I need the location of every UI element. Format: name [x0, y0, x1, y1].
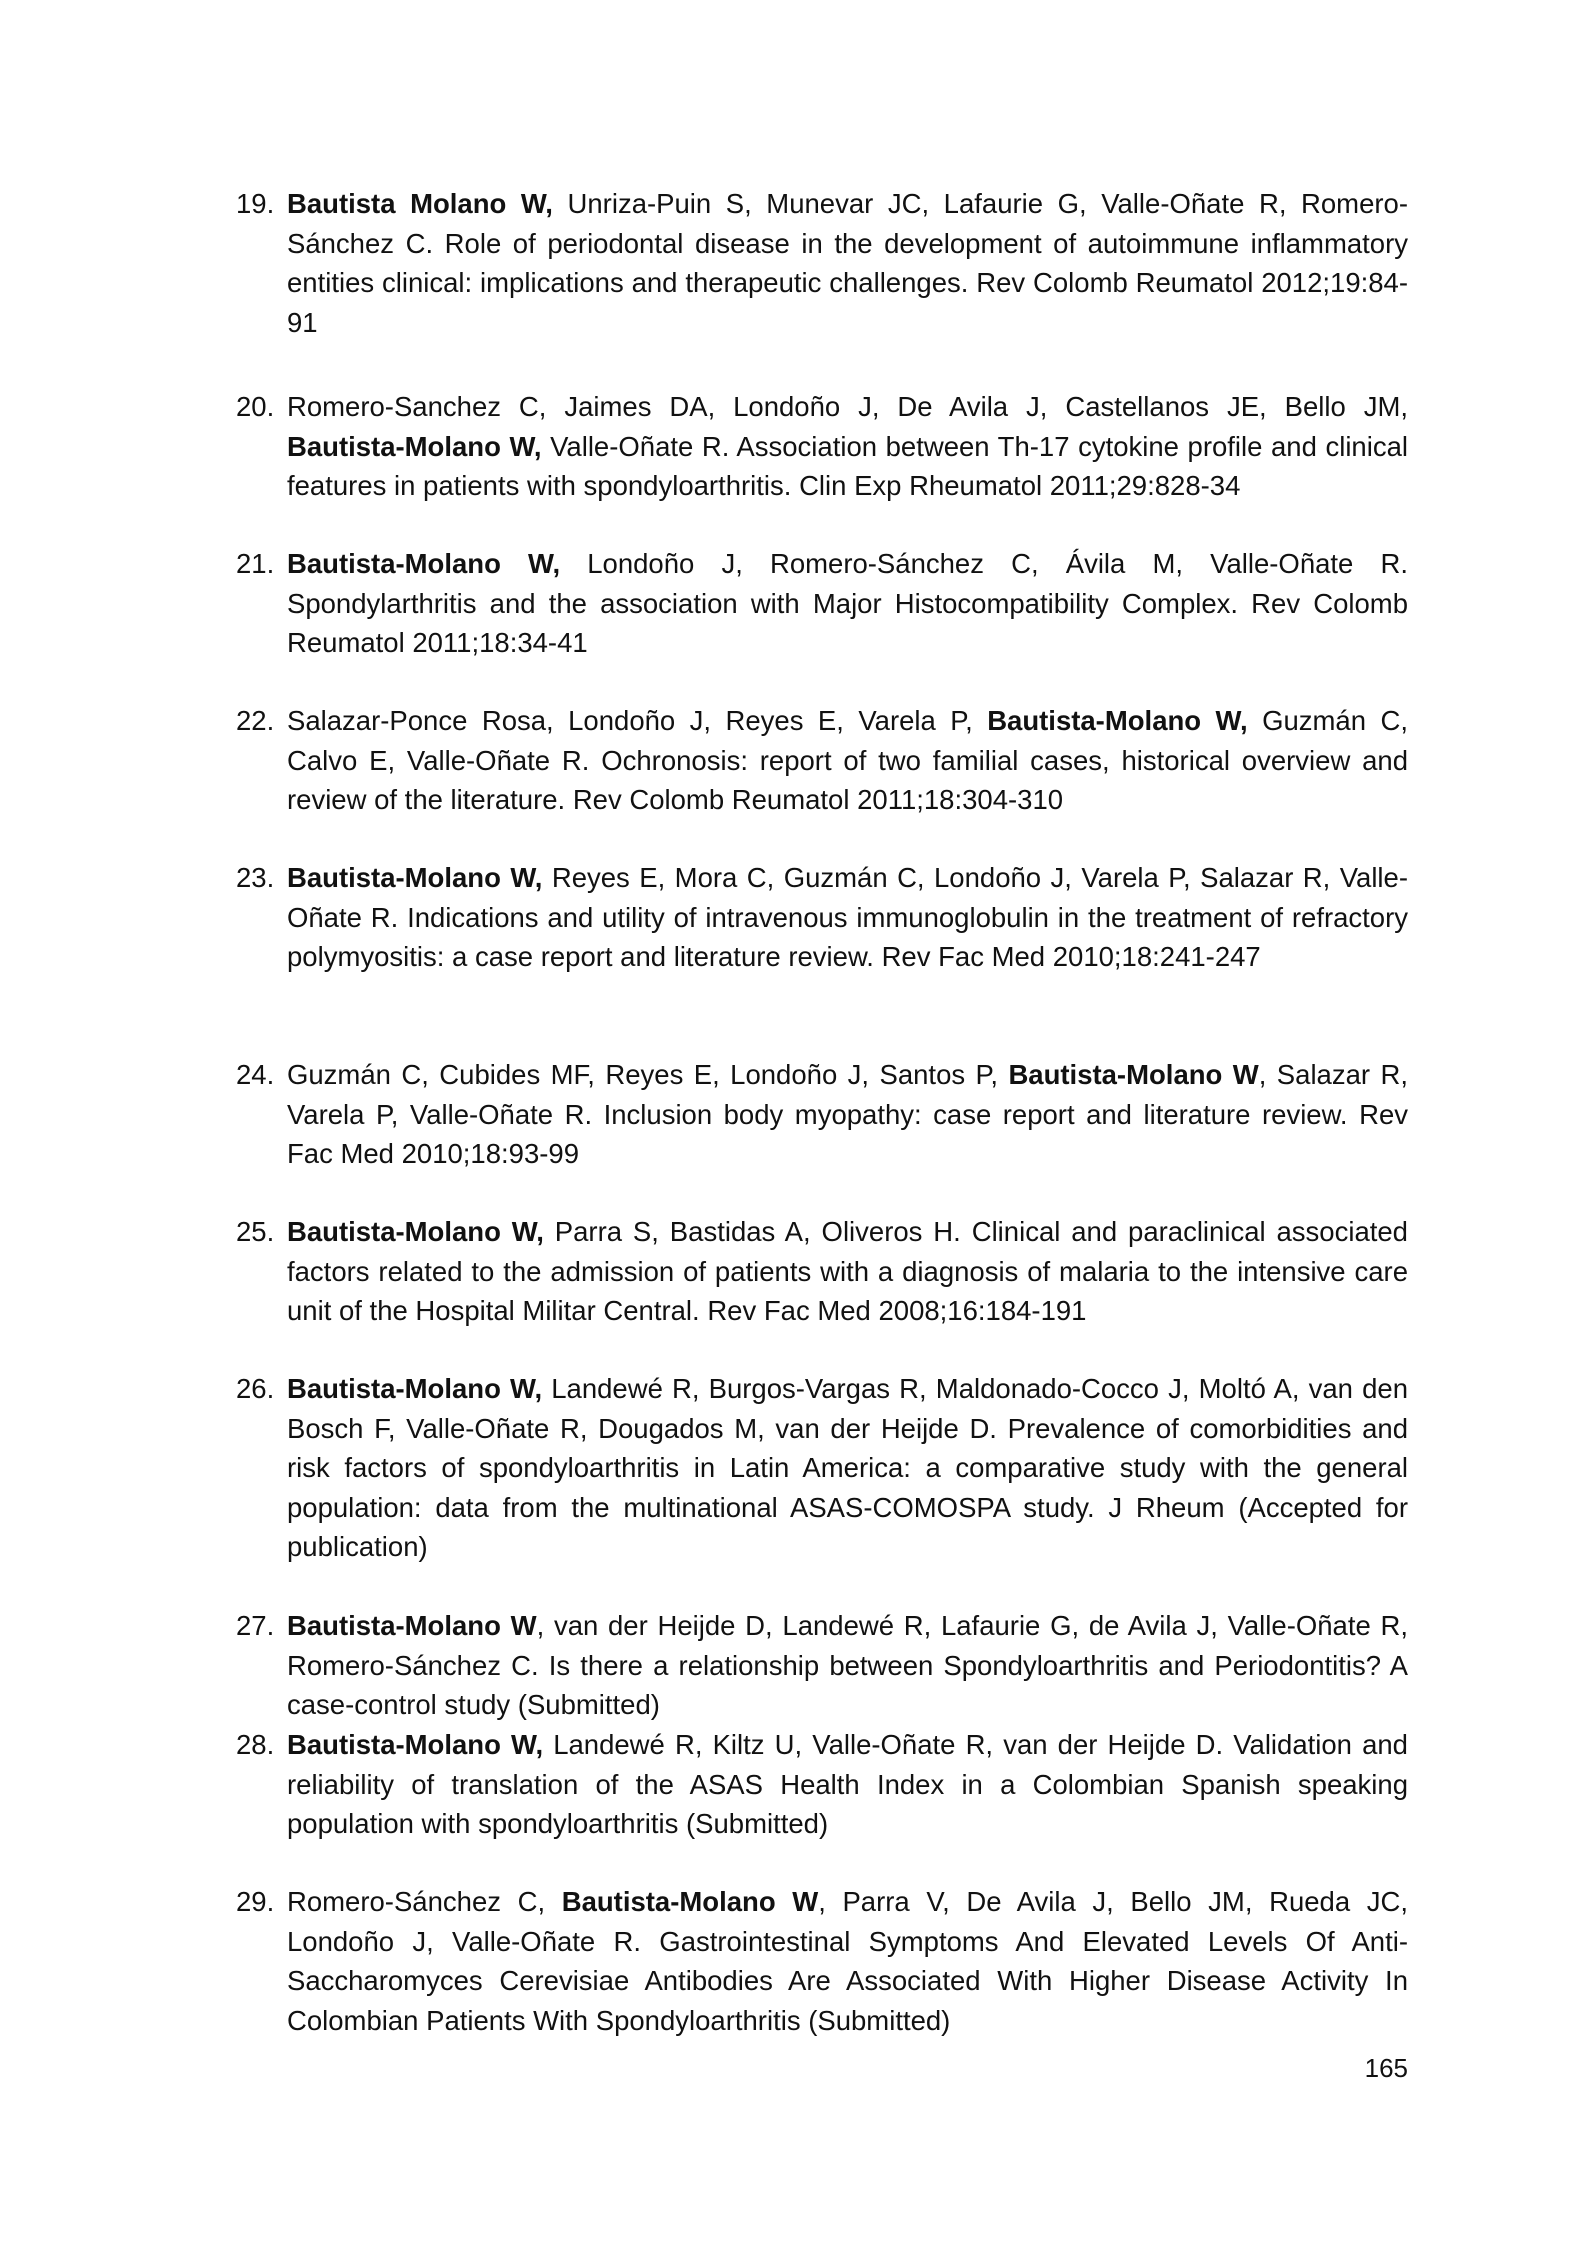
reference-part: Bautista-Molano W, — [287, 1729, 544, 1760]
page-number: 165 — [1364, 2053, 1408, 2083]
reference-part: Bautista-Molano W — [287, 1610, 537, 1641]
reference-part: Bautista Molano W, — [287, 188, 553, 219]
reference-part: Bautista-Molano W — [1008, 1059, 1259, 1090]
reference-item — [236, 544, 1408, 663]
reference-number: 28. — [236, 1729, 275, 1760]
reference-part: Landewé R, Burgos-Vargas R, Maldonado-Cocco J, Moltó A, van den Bosch F, Valle-Oñate R, Dougados M, van der Heijde D. Prevalence of comorbidities and risk factors of spondyloarthritis in Latin America: a comparative study with the general population: data from the multinational ASAS-COMOSPA study. J Rheum (Accepted for publication) — [287, 1373, 1408, 1562]
reference-number: 24. — [236, 1059, 275, 1090]
reference-text — [287, 544, 1408, 663]
reference-item — [236, 858, 1408, 977]
reference-text — [287, 701, 1408, 820]
reference-item — [236, 1725, 1408, 1844]
reference-number: 29. — [236, 1886, 275, 1917]
reference-item — [236, 1055, 1408, 1174]
reference-number: 23. — [236, 862, 275, 893]
reference-number: 21. — [236, 548, 275, 579]
reference-part: , van der Heijde D, Landewé R, Lafaurie G, de Avila J, Valle-Oñate R, Romero-Sánchez C. Is there a relationship between Spondyloarthritis and Periodontitis? A case-control study (Submitted) — [287, 1610, 1408, 1720]
reference-text — [287, 1212, 1408, 1331]
reference-text — [287, 1369, 1408, 1567]
reference-number: 26. — [236, 1373, 275, 1404]
reference-part: Bautista-Molano W — [561, 1886, 819, 1917]
reference-text — [287, 387, 1408, 506]
reference-part: , Parra V, De Avila J, Bello JM, Rueda JC, Londoño J, Valle-Oñate R. Gastrointestinal Symptoms And Elevated Levels Of Anti-Saccharomyces Cerevisiae Antibodies Are Associated With Higher Disease Activity In Colombian Patients With Spondyloarthritis (Submitted) — [287, 1886, 1408, 2036]
reference-text — [287, 858, 1408, 977]
reference-number: 19. — [236, 188, 275, 219]
reference-part: Reyes E, Mora C, Guzmán C, Londoño J, Varela P, Salazar R, Valle-Oñate R. Indications and utility of intravenous immunoglobulin in the treatment of refractory polymyositis: a case report and literature review. Rev Fac Med 2010;18:241-247 — [287, 862, 1408, 972]
reference-part: Bautista-Molano W, — [287, 1373, 543, 1404]
reference-part: , Salazar R, Varela P, Valle-Oñate R. Inclusion body myopathy: case report and literature review. Rev Fac Med 2010;18:93-99 — [287, 1059, 1408, 1169]
reference-item — [236, 1369, 1408, 1567]
reference-text — [287, 184, 1408, 342]
reference-item — [236, 387, 1408, 506]
reference-part: Bautista-Molano W, — [287, 548, 561, 579]
reference-part: Salazar-Ponce Rosa, Londoño J, Reyes E, Varela P, — [287, 705, 988, 736]
reference-part: Unriza-Puin S, Munevar JC, Lafaurie G, Valle-Oñate R, Romero-Sánchez C. Role of periodontal disease in the development of autoimmune inflammatory entities clinical: implications and therapeutic challenges. Rev Colomb Reumatol 2012;19:84-91 — [287, 188, 1408, 338]
reference-part: Bautista-Molano W, — [287, 862, 543, 893]
reference-number: 20. — [236, 391, 275, 422]
reference-part: Romero-Sánchez C, — [287, 1886, 562, 1917]
reference-part: Bautista-Molano W, — [287, 430, 542, 462]
reference-item — [236, 184, 1408, 342]
reference-text — [287, 1725, 1408, 1844]
reference-part: Parra S, Bastidas A, Oliveros H. Clinical and paraclinical associated factors related to the admission of patients with a diagnosis of malaria to the intensive care unit of the Hospital Militar Central. Rev Fac Med 2008;16:184-191 — [287, 1216, 1408, 1326]
reference-item — [236, 1606, 1408, 1725]
reference-text — [287, 1606, 1408, 1725]
reference-part: Bautista-Molano W, — [987, 705, 1248, 736]
reference-item — [236, 1882, 1408, 2040]
reference-text — [287, 1882, 1408, 2040]
reference-part: Landewé R, Kiltz U, Valle-Oñate R, van der Heijde D. Validation and reliability of translation of the ASAS Health Index in a Colombian Spanish speaking population with spondyloarthritis (Submitted) — [287, 1729, 1408, 1839]
reference-item — [236, 1212, 1408, 1331]
reference-part: Valle-Oñate R. Association between Th-17 cytokine profile and clinical features in patients with spondyloarthritis. Clin Exp Rheumatol 2011;29:828-34 — [287, 430, 1408, 501]
reference-number: 25. — [236, 1216, 275, 1247]
reference-part: Londoño J, Romero-Sánchez C, Ávila M, Valle-Oñate R. Spondylarthritis and the association with Major Histocompatibility Complex. Rev Colomb Reumatol 2011;18:34-41 — [287, 548, 1408, 658]
reference-text — [287, 1055, 1408, 1174]
reference-number: 22. — [236, 705, 275, 736]
reference-number: 27. — [236, 1610, 275, 1641]
reference-part: Guzmán C, Cubides MF, Reyes E, Londoño J, Santos P, — [287, 1059, 1009, 1090]
reference-item — [236, 701, 1408, 820]
reference-part: Romero-Sanchez C, Jaimes DA, Londoño J, De Avila J, Castellanos JE, Bello JM, — [287, 391, 1408, 422]
reference-part: Bautista-Molano W, — [287, 1216, 544, 1247]
reference-part: Guzmán C, Calvo E, Valle-Oñate R. Ochronosis: report of two familial cases, historical overview and review of the literature. Rev Colomb Reumatol 2011;18:304-310 — [287, 705, 1408, 815]
